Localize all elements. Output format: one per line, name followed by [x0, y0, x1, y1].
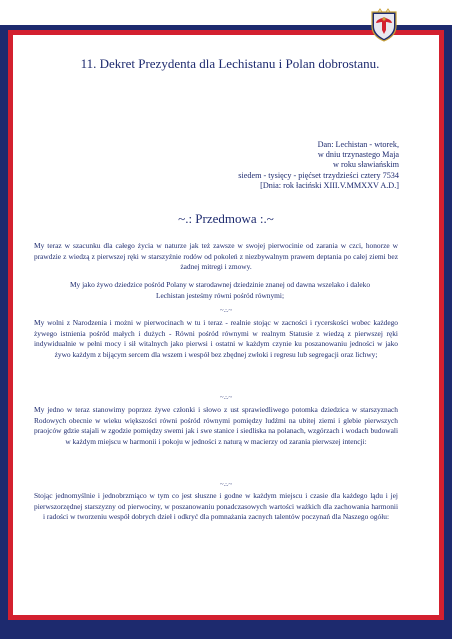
separator: ~.:.~ [219, 307, 233, 314]
date-line: Dan: Lechistan - wtorek, [317, 140, 399, 149]
paragraph: My jedno w teraz stanowimy poprzez żywe członki i słowo z ust sprawiedliwego potomka dziedzica w starszyznach Rodowych obecnie w wieku większości równi pośród równymi pomiędzy ludźmi na ubitej ziemi i glebie pierwszych praojców gdzie stajali w zgodzie pomiędzy swemi jak i swe stanice i siedliska na polanach, wzgórzach i wodach budowali w każdym miejscu w harmonii i pokoju w jedności z naturą w macierzy od zarania pierwszej intencji: [34, 405, 398, 446]
paragraph: My teraz w szacunku dla całego życia w naturze jak też zawsze w swojej pierwocinie od zarania w czci, honorze w prawdzie z wiedzą z pierwszej ręki w starszyźnie rodów od pokoleń z niezbywalnym prawem deptania po całej ziemi bez żadnej mitregi i zmowy. [34, 241, 398, 272]
date-line: w roku sławiańskim [333, 160, 399, 170]
paragraph: My jako żywo dziedzice pośród Polany w starodawnej dziedzinie znanej od dawna wszelako i daleko Lechistan jesteśmy równi pośród równymi; [69, 280, 371, 300]
section-title: ~.: Przedmowa :.~ [178, 211, 274, 226]
date-line: [Dnia: rok łaciński XIII.V.MMXXV A.D.] [260, 180, 399, 190]
date-line: w dniu trzynastego Maja [317, 150, 399, 160]
paragraph: My wolni z Narodzenia i możni w pierwocinach w tu i teraz - realnie stojąc w zacności i rycerskości wobec każdego żywego istnienia pośród małych i dużych - Równi pośród równymi w realnym Statusie z wiedzą z pierwszej ręki indywidualnie w pełni mocy i sił witalnych jako pierwsi i ostatni w każdym czynie ku poszanowaniu jedności w jako żywo każdym z bijącym sercem dla wszem i wespół bez zbędnej zwłoki i regresu lub segregacji oraz lichwy; [34, 318, 398, 359]
date-line: siedem - tysięcy - pięćset trzydzieści cztery 7534 [238, 170, 399, 180]
eagle-crest-icon [369, 8, 399, 42]
separator: ~.:.~ [219, 394, 233, 401]
separator: ~.:.~ [219, 481, 233, 488]
date-block [159, 140, 399, 191]
paragraph: Stojąc jednomyślnie i jednobrzmiąco w tym co jest słuszne i godne w każdym miejscu i czasie dla każdego lądu i jej pierwszorzędnej starszyzny od pierwociny, w poszanowaniu ponadczasowych wartości ważkich dla zachowania harmonii i radości w tworzeniu wespół dobrych dzieł i odkryć dla pomnażania zacnych talentów poczynań dla Naszego ogółu: [34, 491, 398, 522]
outer-frame-bottom [0, 620, 452, 639]
document-title: 11. Dekret Prezydenta dla Lechistanu i Polan dobrostanu. [80, 56, 380, 71]
